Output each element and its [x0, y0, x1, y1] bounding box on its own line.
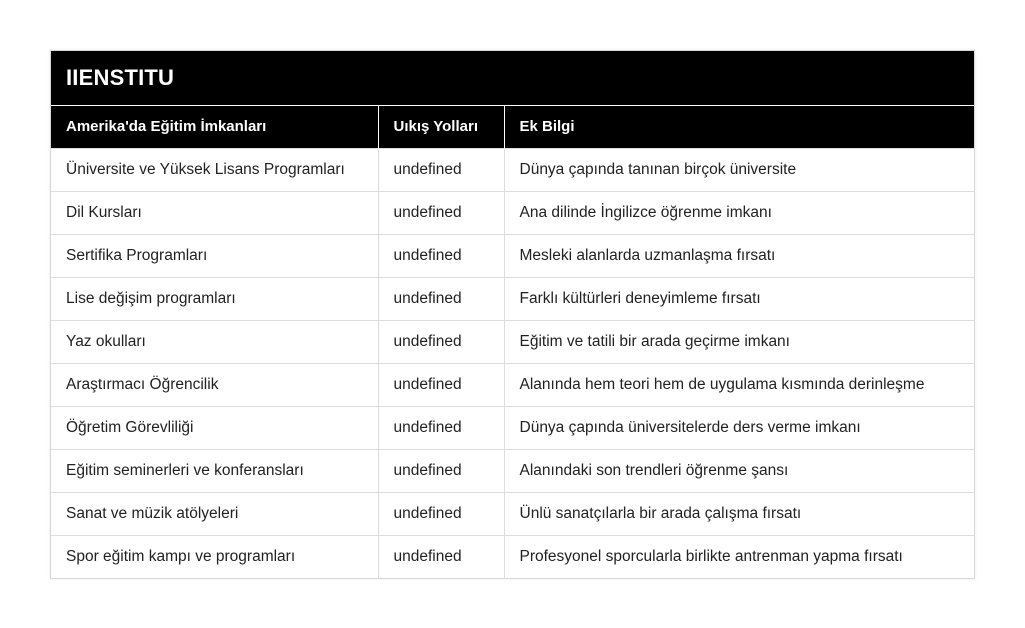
- cell-extra-info: Farklı kültürleri deneyimleme fırsatı: [504, 277, 974, 320]
- cell-path: undefined: [378, 449, 504, 492]
- cell-path: undefined: [378, 148, 504, 191]
- data-table-container: [50, 50, 975, 579]
- cell-education: Üniversite ve Yüksek Lisans Programları: [51, 148, 378, 191]
- cell-extra-info: Ana dilinde İngilizce öğrenme imkanı: [504, 191, 974, 234]
- table-title: IIENSTITU: [51, 51, 974, 105]
- cell-extra-info: Mesleki alanlarda uzmanlaşma fırsatı: [504, 234, 974, 277]
- cell-path: undefined: [378, 406, 504, 449]
- table-row: [51, 492, 974, 535]
- cell-path: undefined: [378, 277, 504, 320]
- column-header-paths: Uıkış Yolları: [378, 105, 504, 148]
- table-title-row: [51, 51, 974, 105]
- cell-education: Eğitim seminerleri ve konferansları: [51, 449, 378, 492]
- column-header-extra-info: Ek Bilgi: [504, 105, 974, 148]
- table-row: [51, 148, 974, 191]
- cell-path: undefined: [378, 320, 504, 363]
- cell-path: undefined: [378, 535, 504, 578]
- cell-extra-info: Profesyonel sporcularla birlikte antrenman yapma fırsatı: [504, 535, 974, 578]
- cell-path: undefined: [378, 492, 504, 535]
- table-row: [51, 320, 974, 363]
- cell-extra-info: Eğitim ve tatili bir arada geçirme imkanı: [504, 320, 974, 363]
- cell-education: Sanat ve müzik atölyeleri: [51, 492, 378, 535]
- cell-education: Yaz okulları: [51, 320, 378, 363]
- table-header-row: [51, 105, 974, 148]
- table-row: [51, 191, 974, 234]
- table-row: [51, 535, 974, 578]
- cell-extra-info: Ünlü sanatçılarla bir arada çalışma fırsatı: [504, 492, 974, 535]
- cell-path: undefined: [378, 363, 504, 406]
- table-row: [51, 363, 974, 406]
- cell-education: Lise değişim programları: [51, 277, 378, 320]
- cell-education: Öğretim Görevliliği: [51, 406, 378, 449]
- cell-education: Sertifika Programları: [51, 234, 378, 277]
- cell-path: undefined: [378, 191, 504, 234]
- cell-extra-info: Dünya çapında üniversitelerde ders verme imkanı: [504, 406, 974, 449]
- cell-education: Araştırmacı Öğrencilik: [51, 363, 378, 406]
- column-header-education: Amerika'da Eğitim İmkanları: [51, 105, 378, 148]
- table-row: [51, 234, 974, 277]
- table-row: [51, 406, 974, 449]
- cell-path: undefined: [378, 234, 504, 277]
- cell-education: Dil Kursları: [51, 191, 378, 234]
- data-table: [51, 51, 974, 578]
- cell-education: Spor eğitim kampı ve programları: [51, 535, 378, 578]
- table-row: [51, 449, 974, 492]
- table-row: [51, 277, 974, 320]
- cell-extra-info: Dünya çapında tanınan birçok üniversite: [504, 148, 974, 191]
- cell-extra-info: Alanında hem teori hem de uygulama kısmında derinleşme: [504, 363, 974, 406]
- cell-extra-info: Alanındaki son trendleri öğrenme şansı: [504, 449, 974, 492]
